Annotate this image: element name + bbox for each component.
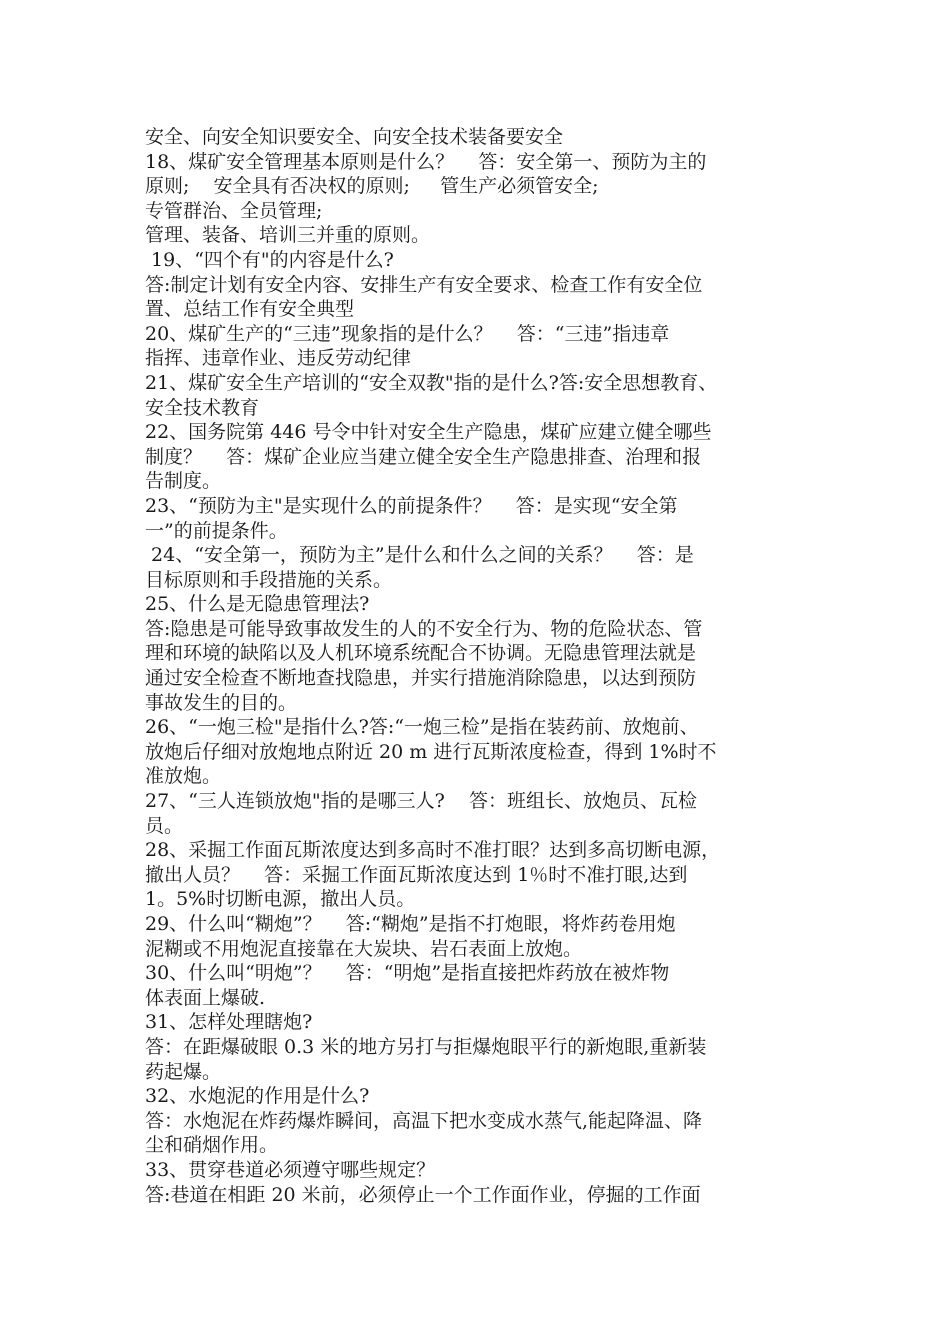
text-line: 24、“安全第一，预防为主”是什么和什么之间的关系？ 答：是 <box>145 544 694 567</box>
text-line: 告制度。 <box>145 470 222 493</box>
text-line: 18、煤矿安全管理基本原则是什么？ 答：安全第一、预防为主的 <box>145 150 707 173</box>
text-line: 答：水炮泥在炸药爆炸瞬间，高温下把水变成水蒸气,能起降温、降 <box>145 1109 703 1132</box>
text-line: 员。 <box>145 814 184 837</box>
text-line: 23、“预防为主"是实现什么的前提条件？ 答：是实现“安全第 <box>145 494 678 517</box>
text-line: 准放炮。 <box>145 765 222 788</box>
text-line: 体表面上爆破. <box>145 986 266 1009</box>
text-line: 29、什么叫“糊炮”？ 答:“糊炮”是指不打炮眼，将炸药卷用炮 <box>145 913 676 935</box>
text-line: 撤出人员？ 答：采掘工作面瓦斯浓度达到 1％时不准打眼,达到 <box>145 863 688 886</box>
text-line: 制度？ 答：煤矿企业应当建立健全安全生产隐患排查、治理和报 <box>145 445 702 468</box>
text-line: 置、总结工作有安全典型 <box>145 298 355 321</box>
text-line: 28、采掘工作面瓦斯浓度达到多高时不准打眼？达到多高切断电源， <box>145 839 721 862</box>
text-line: 20、煤矿生产的“三违”现象指的是什么？ 答：“三违”指违章 <box>145 322 670 345</box>
text-line: 专管群治、全员管理; <box>145 199 323 222</box>
text-line: 管理、装备、培训三并重的原则。 <box>145 224 431 247</box>
text-line: 安全技术教育 <box>145 396 260 419</box>
text-line: 32、水炮泥的作用是什么? <box>145 1085 370 1108</box>
document-body <box>145 125 835 1207</box>
text-line: 30、什么叫“明炮”？ 答：“明炮”是指直接把炸药放在被炸物 <box>145 962 670 985</box>
text-line: 尘和硝烟作用。 <box>145 1134 279 1157</box>
text-line: 26、“一炮三检"是指什么?答:“一炮三检”是指在装药前、放炮前、 <box>145 716 699 739</box>
text-line: 25、什么是无隐患管理法? <box>145 593 370 616</box>
text-line: 1。5%时切断电源，撤出人员。 <box>145 888 416 911</box>
text-line: 答:巷道在相距 20 米前，必须停止一个工作面作业，停掘的工作面 <box>145 1183 701 1206</box>
text-line: 19、“四个有"的内容是什么? <box>145 248 394 271</box>
text-line: 通过安全检查不断地查找隐患，并实行措施消除隐患，以达到预防 <box>145 667 697 690</box>
text-line: 21、煤矿安全生产培训的“安全双教"指的是什么?答:安全思想教育、 <box>145 371 718 394</box>
text-line: 27、“三人连锁放炮"指的是哪三人? 答：班组长、放炮员、瓦检 <box>145 790 697 813</box>
text-line: 22、国务院第 446 号令中针对安全生产隐患，煤矿应建立健全哪些 <box>145 421 712 444</box>
text-line: 33、贯穿巷道必须遵守哪些规定？ <box>145 1158 436 1181</box>
text-line: 原则; 安全具有否决权的原则; 管生产必须管安全; <box>145 175 599 198</box>
text-line: 理和环境的缺陷以及人机环境系统配合不协调。无隐患管理法就是 <box>145 642 697 665</box>
text-line: 答：在距爆破眼 0.3 米的地方另打与拒爆炮眼平行的新炮眼,重新装 <box>145 1035 707 1058</box>
text-line: 答:隐患是可能导致事故发生的人的不安全行为、物的危险状态、管 <box>145 617 703 640</box>
text-line: 指挥、违章作业、违反劳动纪律 <box>145 347 412 370</box>
text-line: 31、怎样处理瞎炮? <box>145 1011 313 1034</box>
text-line: 答:制定计划有安全内容、安排生产有安全要求、检查工作有安全位 <box>145 273 703 296</box>
text-line: 事故发生的目的。 <box>145 691 298 714</box>
text-line: 一”的前提条件。 <box>145 519 288 542</box>
text-line: 目标原则和手段措施的关系。 <box>145 568 393 591</box>
text-line: 放炮后仔细对放炮地点附近 20 m 进行瓦斯浓度检查，得到 1%时不 <box>145 740 717 763</box>
text-line: 泥糊或不用炮泥直接靠在大炭块、岩石表面上放炮。 <box>145 937 583 960</box>
text-line: 药起爆。 <box>145 1060 222 1083</box>
text-line: 安全、向安全知识要安全、向安全技术装备要安全 <box>145 126 564 148</box>
